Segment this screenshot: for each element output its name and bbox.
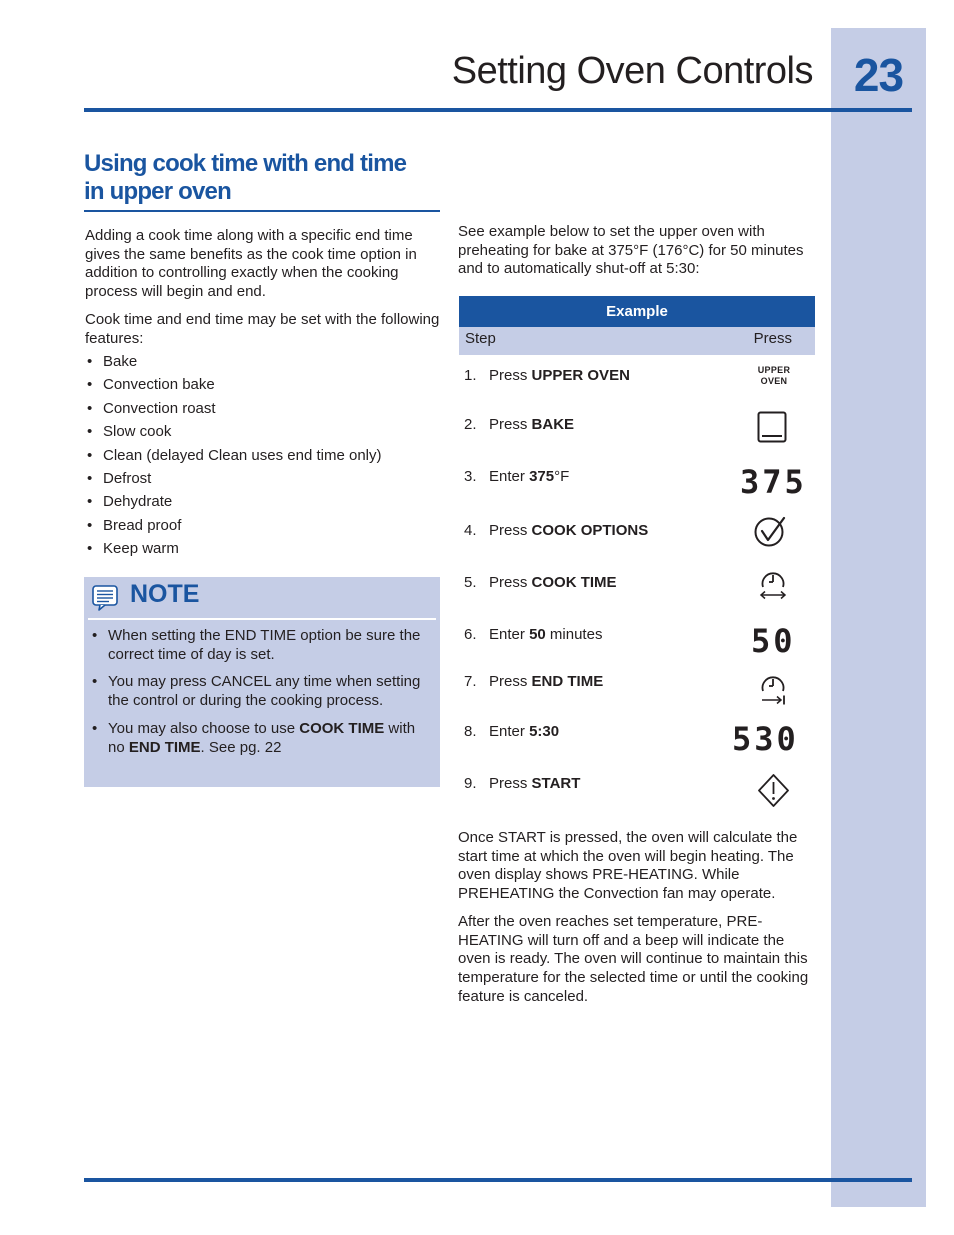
note-divider: [88, 618, 436, 620]
after-start-paragraph: Once START is pressed, the oven will calculate the start time at which the oven will begin heating. The oven display shows PRE-HEATING. While PREHEATING the Convection fan may operate.: [458, 829, 798, 903]
step-row-4: 4. Press COOK OPTIONS: [464, 522, 649, 539]
step-row-6: 6. Enter 50 minutes: [464, 626, 603, 643]
display-50: 50: [751, 622, 796, 660]
step-row-8: 8. Enter 5:30: [464, 723, 560, 740]
feature-item: • Dehydrate: [85, 492, 441, 515]
top-divider: [84, 108, 912, 112]
features-list: [85, 352, 441, 563]
section-heading-line1: Using cook time with end time: [84, 150, 407, 177]
note-item: • You may press CANCEL any time when setting the control or during the cooking process.: [92, 673, 432, 710]
note-title: NOTE: [130, 580, 200, 608]
display-375: 375: [740, 463, 807, 501]
note-box: [84, 577, 440, 787]
feature-item: • Bake: [85, 352, 441, 375]
feature-item: • Convection roast: [85, 399, 441, 422]
end-time-icon[interactable]: [758, 672, 788, 707]
press-column-header: Press: [753, 330, 792, 347]
step-row-5: 5. Press COOK TIME: [464, 574, 617, 591]
cook-options-icon[interactable]: [754, 515, 787, 548]
feature-item: • Bread proof: [85, 516, 441, 539]
note-icon: [91, 584, 119, 612]
start-icon[interactable]: [757, 773, 790, 808]
feature-item: • Clean (delayed Clean uses end time only): [85, 446, 441, 469]
section-heading-line2: in upper oven: [84, 178, 231, 205]
upper-oven-key[interactable]: UPPER OVEN: [757, 365, 791, 386]
after-preheat-paragraph: After the oven reaches set temperature, PRE-HEATING will turn off and a beep will indicate the oven is ready. The oven will continue to maintain this temperature for the selected time or until the cooking feature is canceled.: [458, 913, 809, 1005]
step-row-1: 1. Press UPPER OVEN: [464, 367, 630, 384]
intro-paragraph: Adding a cook time along with a specific end time gives the same benefits as the cook time option in addition to controlling exactly when the cooking process will begin and end.: [85, 227, 417, 301]
step-row-7: 7. Press END TIME: [464, 673, 604, 690]
bottom-divider: [84, 1178, 912, 1182]
display-530: 530: [732, 720, 799, 758]
bake-icon[interactable]: [757, 411, 787, 443]
note-list: [92, 627, 432, 766]
cook-time-icon[interactable]: [758, 569, 788, 602]
example-column-headers: [459, 327, 815, 355]
feature-item: • Slow cook: [85, 422, 441, 445]
page-sidebar: [831, 28, 926, 1207]
note-item: • When setting the END TIME option be sure the correct time of day is set.: [92, 627, 432, 664]
page-number: 23: [853, 49, 904, 101]
step-row-3: 3. Enter 375°F: [464, 468, 570, 485]
feature-item: • Keep warm: [85, 539, 441, 562]
step-row-2: 2. Press BAKE: [464, 416, 575, 433]
features-intro: Cook time and end time may be set with the following features:: [85, 311, 440, 347]
step-column-header: Step: [465, 330, 496, 347]
example-header: Example: [459, 296, 815, 327]
page-title: Setting Oven Controls: [451, 50, 813, 92]
heading-divider: [84, 210, 440, 212]
note-item: • You may also choose to use COOK TIME with no END TIME. See pg. 22: [92, 720, 432, 757]
section-heading: [84, 150, 440, 206]
feature-item: • Defrost: [85, 469, 441, 492]
example-intro: See example below to set the upper oven with preheating for bake at 375°F (176°C) for 50 minutes and to automatically shut-off at 5:30:: [458, 223, 804, 278]
step-row-9: 9. Press START: [464, 775, 581, 792]
feature-item: • Convection bake: [85, 375, 441, 398]
